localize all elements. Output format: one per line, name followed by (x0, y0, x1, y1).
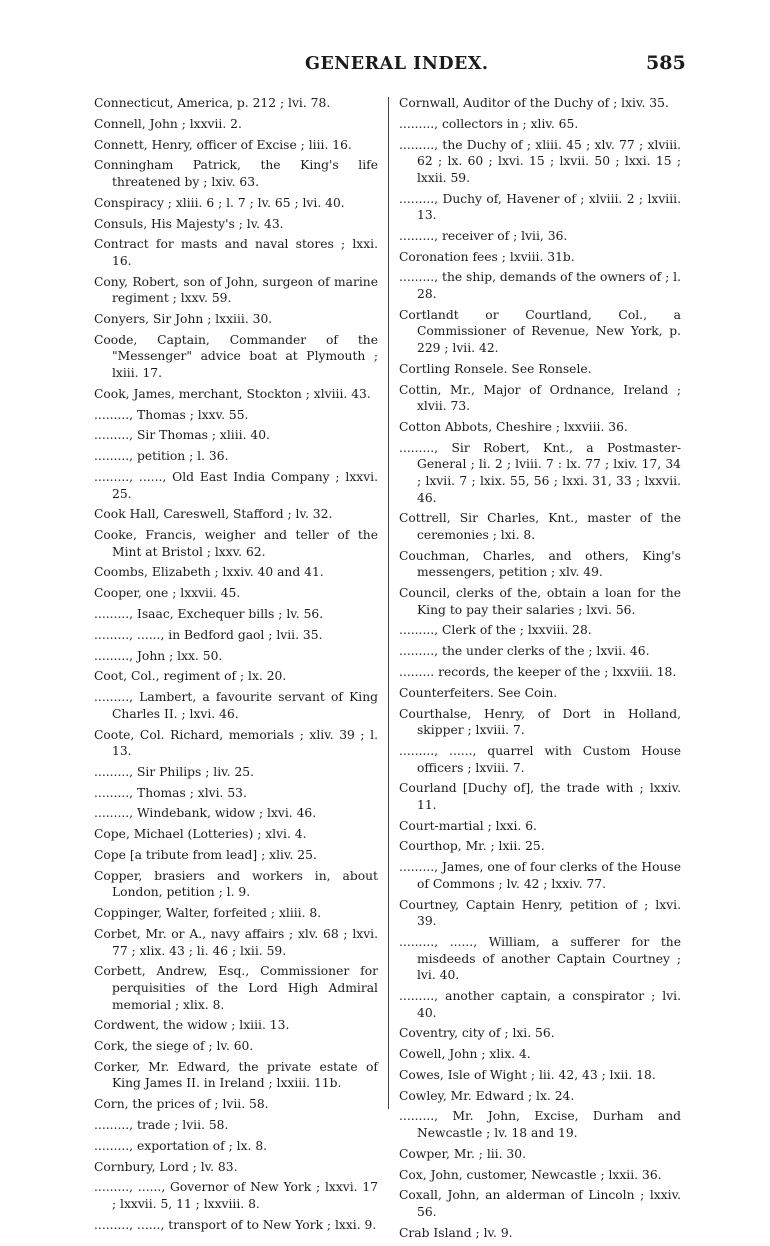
index-entry: ........., ......, Old East India Company ; lxxvi. 25. (94, 469, 378, 501)
index-entry: Coventry, city of ; lxi. 56. (399, 1026, 555, 1041)
index-entry: Coombs, Elizabeth ; lxxiv. 40 and 41. (94, 565, 324, 580)
index-entry: ........., receiver of ; lvii, 36. (399, 228, 568, 243)
index-entry: Cortling Ronsele. See Ronsele. (399, 361, 592, 376)
index-entry: Cope, Michael (Lotteries) ; xlvi. 4. (94, 827, 307, 842)
index-entry: ........., Sir Thomas ; xliii. 40. (94, 428, 270, 443)
index-entry: Cook, James, merchant, Stockton ; xlviii. 43. (94, 386, 371, 401)
index-entry: Copper, brasiers and workers in, about London, petition ; l. 9. (94, 868, 378, 900)
index-entry: ........., Windebank, widow ; lxvi. 46. (94, 806, 317, 821)
index-entry: ........., petition ; l. 36. (94, 449, 229, 464)
index-entry: Connell, John ; lxxvii. 2. (94, 116, 242, 131)
index-entry: Cowper, Mr. ; lii. 30. (399, 1146, 526, 1161)
index-entry: ........., exportation of ; lx. 8. (94, 1138, 268, 1153)
index-entry: Corbett, Andrew, Esq., Commissioner for perquisities of the Lord High Admiral memorial ; xlix. 8. (94, 964, 378, 1012)
index-column-left (94, 95, 378, 1238)
page-title: GENERAL INDEX. (305, 54, 489, 74)
index-entry: ........., Clerk of the ; lxxviii. 28. (399, 623, 592, 638)
index-entry: ........., another captain, a conspirator ; lvi. 40. (399, 988, 681, 1020)
index-entry: Cowell, John ; xlix. 4. (399, 1047, 531, 1062)
index-entry: ........., ......, William, a sufferer for the misdeeds of another Captain Courtney ; lvi. 40. (399, 935, 681, 983)
index-entry: ........., collectors in ; xliv. 65. (399, 116, 579, 131)
index-entry: Connett, Henry, officer of Excise ; liii. 16. (94, 137, 352, 152)
index-entry: Coronation fees ; lxviii. 31b. (399, 249, 575, 264)
index-entry: ........., Thomas ; lxxv. 55. (94, 407, 249, 422)
index-entry: Consuls, His Majesty's ; lv. 43. (94, 216, 284, 231)
page-header (0, 54, 770, 84)
index-entry: Conyers, Sir John ; lxxiii. 30. (94, 312, 273, 327)
index-entry: Cope [a tribute from lead] ; xliv. 25. (94, 848, 317, 862)
index-entry: Coode, Captain, Commander of the "Messenger" advice boat at Plymouth ; lxiii. 17. (94, 332, 378, 380)
index-entry: Corker, Mr. Edward, the private estate of King James II. in Ireland ; lxxiii. 11b. (94, 1059, 378, 1091)
index-entry: ........., ......, quarrel with Custom House officers ; lxviii. 7. (399, 743, 681, 775)
index-entry: ........., the under clerks of the ; lxvii. 46. (399, 644, 650, 659)
index-entry: ........., John ; lxx. 50. (94, 648, 223, 663)
index-entry: Cony, Robert, son of John, surgeon of marine regiment ; lxxv. 59. (94, 274, 378, 306)
index-entry: Coot, Col., regiment of ; lx. 20. (94, 669, 287, 684)
index-column-right (399, 95, 681, 1246)
index-entry: Crab Island ; lv. 9. (399, 1225, 513, 1240)
index-entry: Cooper, one ; lxxvii. 45. (94, 586, 241, 601)
index-entry: Counterfeiters. See Coin. (399, 685, 558, 700)
index-entry: Court-martial ; lxxi. 6. (399, 818, 537, 833)
index-entry: ........., James, one of four clerks of the House of Commons ; lv. 42 ; lxxiv. 77. (399, 860, 681, 891)
index-entry: ........., Thomas ; xlvi. 53. (94, 785, 247, 800)
index-entry: ........., Duchy of, Havener of ; xlviii. 2 ; lxviii. 13. (399, 191, 681, 223)
index-entry: ........., Sir Robert, Knt., a Postmaster-General ; li. 2 ; lviii. 7 : lx. 77 ; lxiv. 17, 34 ; lxvii. 7 ; lxix. 55, 56 ; lxxi. 31, 33 ; lxxvii. 46. (399, 440, 681, 505)
index-entry: ........., the Duchy of ; xliii. 45 ; xlv. 77 ; xlviii. 62 ; lx. 60 ; lxvi. 15 ; lxvii. 50 ; lxxi. 15 ; lxxii. 59. (399, 137, 681, 185)
index-entry: Coxall, John, an alderman of Lincoln ; lxxiv. 56. (399, 1188, 681, 1219)
index-entry: Coote, Col. Richard, memorials ; xliv. 39 ; l. 13. (94, 727, 378, 759)
index-entry: Cottin, Mr., Major of Ordnance, Ireland ; xlvii. 73. (399, 382, 681, 414)
index-entry: Conningham Patrick, the King's life threatened by ; lxiv. 63. (94, 158, 378, 189)
index-entry: ........., Mr. John, Excise, Durham and Newcastle ; lv. 18 and 19. (399, 1109, 681, 1141)
page-number: 585 (646, 52, 686, 74)
index-entry: Contract for masts and naval stores ; lxxi. 16. (94, 237, 378, 268)
index-entry: ........., Isaac, Exchequer bills ; lv. 56. (94, 607, 324, 621)
index-entry: Cordwent, the widow ; lxiii. 13. (94, 1018, 290, 1033)
index-entry: Cook Hall, Careswell, Stafford ; lv. 32. (94, 507, 333, 522)
index-entry: ......... records, the keeper of the ; lxxviii. 18. (399, 665, 677, 679)
index-entry: Cortlandt or Courtland, Col., a Commissioner of Revenue, New York, p. 229 ; lvii. 42. (399, 307, 681, 356)
index-entry: Council, clerks of the, obtain a loan for the King to pay their salaries ; lxvi. 56. (399, 586, 681, 617)
index-entry: Cooke, Francis, weigher and teller of the Mint at Bristol ; lxxv. 62. (94, 528, 378, 559)
index-entry: Cowley, Mr. Edward ; lx. 24. (399, 1088, 575, 1103)
index-entry: Connecticut, America, p. 212 ; lvi. 78. (94, 96, 331, 110)
index-entry: Cornwall, Auditor of the Duchy of ; lxiv. 35. (399, 96, 669, 110)
index-entry: ........., ......, transport of to New York ; lxxi. 9. (94, 1217, 377, 1232)
index-entry: Cottrell, Sir Charles, Knt., master of the ceremonies ; lxi. 8. (399, 511, 681, 542)
index-entry: Cowes, Isle of Wight ; lii. 42, 43 ; lxii. 18. (399, 1067, 656, 1082)
index-entry: ........., trade ; lvii. 58. (94, 1118, 229, 1132)
index-entry: Couchman, Charles, and others, King's messengers, petition ; xlv. 49. (399, 548, 681, 580)
index-entry: ........., the ship, demands of the owners of ; l. 28. (399, 270, 681, 302)
column-divider (388, 97, 389, 1109)
index-entry: Cox, John, customer, Newcastle ; lxxii. 36. (399, 1167, 662, 1182)
index-entry: ........., ......, Governor of New York ; lxxvi. 17 ; lxxvii. 5, 11 ; lxxviii. 8. (94, 1180, 378, 1211)
index-entry: ........., ......, in Bedford gaol ; lvii. 35. (94, 627, 323, 642)
index-entry: Courthop, Mr. ; lxii. 25. (399, 839, 545, 854)
index-entry: Cork, the siege of ; lv. 60. (94, 1039, 254, 1054)
index-entry: ........., Lambert, a favourite servant of King Charles II. ; lxvi. 46. (94, 690, 378, 721)
index-entry: Cornbury, Lord ; lv. 83. (94, 1159, 238, 1174)
index-entry: ........., Sir Philips ; liv. 25. (94, 764, 255, 779)
index-entry: Coppinger, Walter, forfeited ; xliii. 8. (94, 906, 322, 921)
index-entry: Conspiracy ; xliii. 6 ; l. 7 ; lv. 65 ; lvi. 40. (94, 195, 345, 210)
index-entry: Corn, the prices of ; lvii. 58. (94, 1097, 269, 1112)
index-entry: Courland [Duchy of], the trade with ; lxxiv. 11. (399, 781, 681, 812)
index-entry: Cotton Abbots, Cheshire ; lxxviii. 36. (399, 419, 628, 434)
index-entry: Courthalse, Henry, of Dort in Holland, skipper ; lxviii. 7. (399, 706, 681, 738)
index-entry: Courtney, Captain Henry, petition of ; lxvi. 39. (399, 897, 681, 929)
index-entry: Corbet, Mr. or A., navy affairs ; xlv. 68 ; lxvi. 77 ; xlix. 43 ; li. 46 ; lxii. 59. (94, 926, 378, 958)
